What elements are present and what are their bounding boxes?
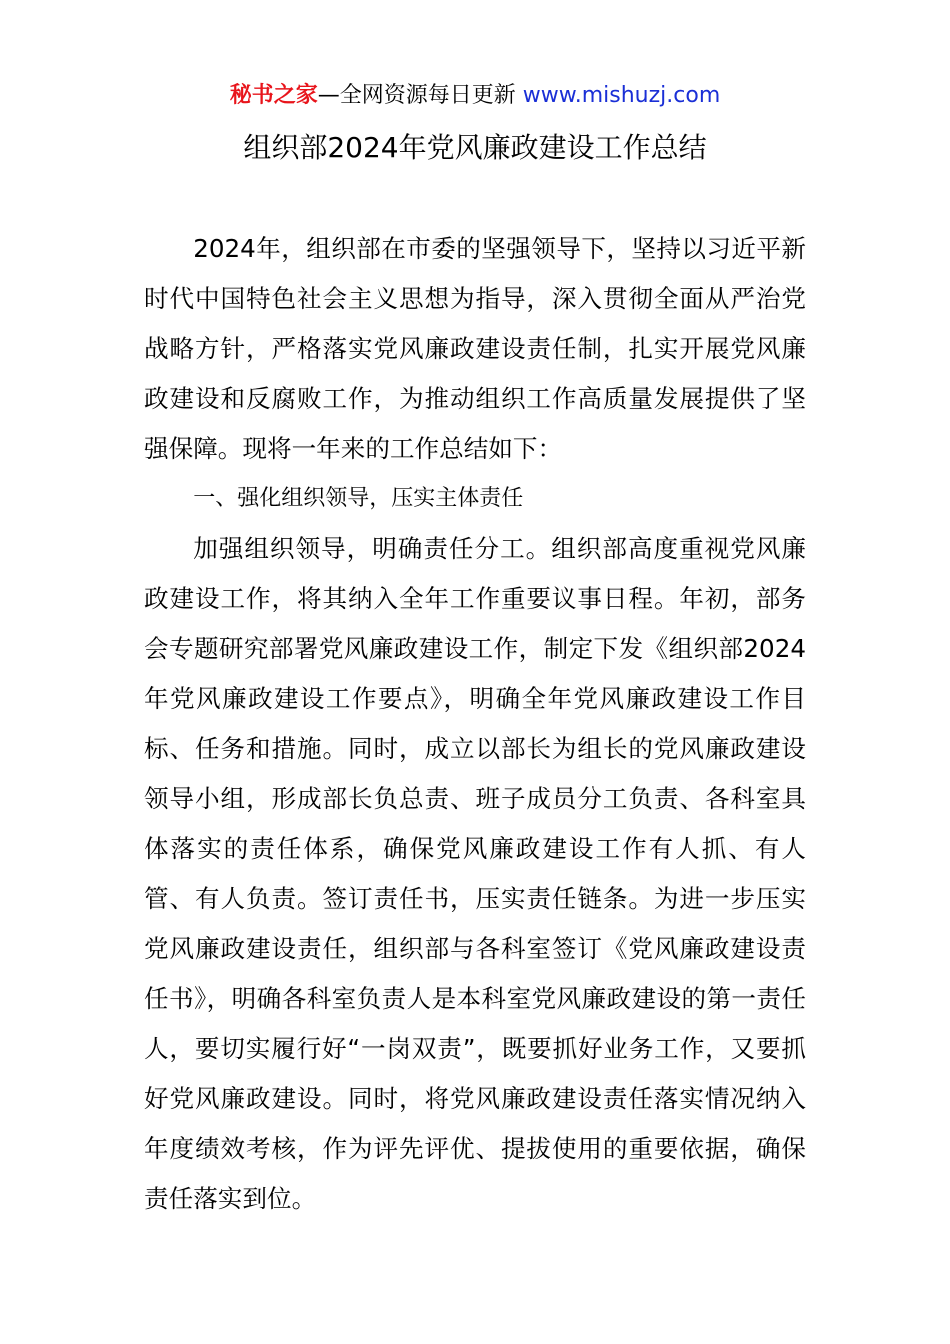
intro-paragraph: 2024年，组织部在市委的坚强领导下，坚持以习近平新时代中国特色社会主义思想为指导，深入贯彻全面从严治党战略方针，严格落实党风廉政建设责任制，扎实开展党风廉政建设和反腐败工作，为推动组织工作高质量发展提供了坚强保障。现将一年来的工作总结如下： <box>144 234 806 463</box>
document-body <box>144 224 806 1224</box>
site-name: 秘书之家 <box>229 83 318 108</box>
site-url-link[interactable]: www.mishuzj.com <box>522 83 721 108</box>
document-title: 组织部2024年党风廉政建设工作总结 <box>243 131 707 164</box>
site-header <box>0 80 950 112</box>
site-tagline: —全网资源每日更新 <box>317 83 523 108</box>
section-paragraph: 加强组织领导，明确责任分工。组织部高度重视党风廉政建设工作，将其纳入全年工作重要议事日程。年初，部务会专题研究部署党风廉政建设工作，制定下发《组织部2024年党风廉政建设工作要点》，明确全年党风廉政建设工作目标、任务和措施。同时，成立以部长为组长的党风廉政建设领导小组，形成部长负总责、班子成员分工负责、各科室具体落实的责任体系，确保党风廉政建设工作有人抓、有人管、有人负责。签订责任书，压实责任链条。为进一步压实党风廉政建设责任，组织部与各科室签订《党风廉政建设责任书》，明确各科室负责人是本科室党风廉政建设的第一责任人，要切实履行好“一岗双责”，既要抓好业务工作，又要抓好党风廉政建设。同时，将党风廉政建设责任落实情况纳入年度绩效考核，作为评先评优、提拔使用的重要依据，确保责任落实到位。 <box>144 534 806 1213</box>
section-heading: 一、强化组织领导，压实主体责任 <box>193 486 524 511</box>
